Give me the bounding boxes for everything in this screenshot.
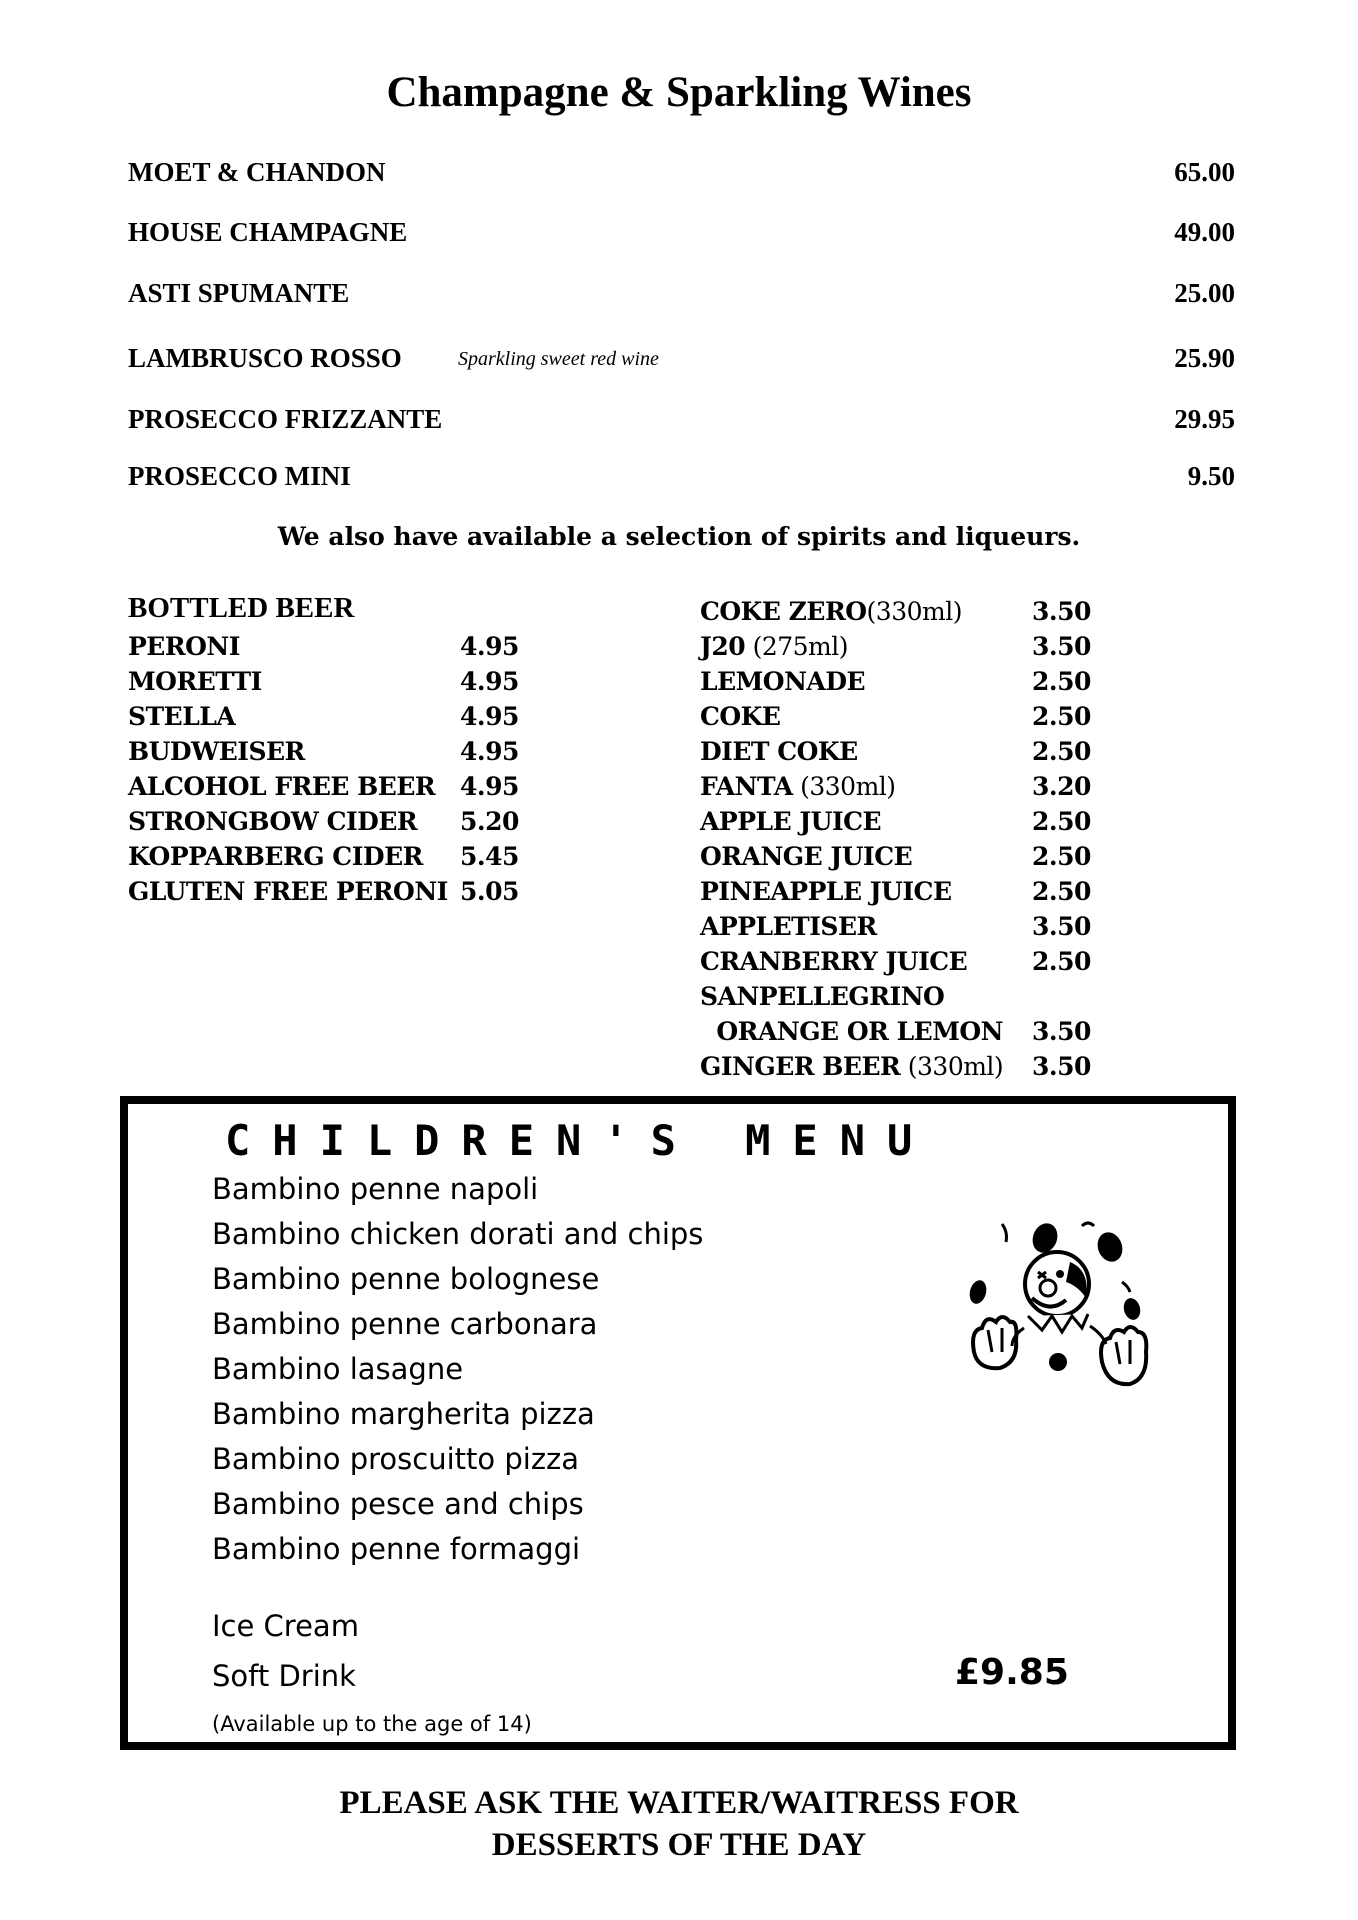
- soft-drink-price: 3.50: [1032, 1017, 1091, 1046]
- soft-drink-name: J20: [700, 632, 746, 661]
- childrens-menu-age-note: (Available up to the age of 14): [212, 1712, 532, 1736]
- beer-name: KOPPARBERG CIDER: [128, 842, 423, 871]
- childrens-menu-item: Bambino chicken dorati and chips: [212, 1217, 704, 1251]
- soft-drink-price: 2.50: [1032, 877, 1091, 906]
- soft-drink-name: DIET COKE: [700, 737, 858, 766]
- beer-price: 5.45: [460, 842, 519, 871]
- childrens-menu-item: Bambino margherita pizza: [212, 1397, 595, 1431]
- soft-drink-price: 2.50: [1032, 842, 1091, 871]
- wine-row: [128, 217, 1235, 257]
- soft-drink-size: (330ml): [792, 772, 896, 801]
- soft-drink-name: PINEAPPLE JUICE: [700, 877, 952, 906]
- beer-price: 5.05: [460, 877, 519, 906]
- beer-price: 4.95: [460, 632, 519, 661]
- wine-name: ASTI SPUMANTE: [128, 278, 350, 308]
- soft-drink-price: 2.50: [1032, 702, 1091, 731]
- childrens-menu-extra: Ice Cream: [212, 1609, 359, 1643]
- wine-price: 25.00: [1174, 278, 1235, 308]
- soft-drink-name: LEMONADE: [700, 667, 866, 696]
- wine-name: HOUSE CHAMPAGNE: [128, 217, 408, 247]
- wine-price: 25.90: [1174, 343, 1235, 373]
- wine-price: 9.50: [1187, 461, 1235, 491]
- beer-name: STELLA: [128, 702, 236, 731]
- childrens-menu-item: Bambino lasagne: [212, 1352, 464, 1386]
- soft-drink-name: ORANGE JUICE: [700, 842, 913, 871]
- beer-price: 4.95: [460, 737, 519, 766]
- juggling-clown-icon: [962, 1212, 1156, 1422]
- soft-drink-size: (275ml): [745, 632, 848, 661]
- childrens-menu-title: CHILDREN'S MENU: [225, 1116, 935, 1165]
- wine-row: [128, 404, 1235, 444]
- childrens-menu-item: Bambino penne formaggi: [212, 1532, 581, 1566]
- soft-drink-price: 3.50: [1032, 632, 1091, 661]
- beer-name: GLUTEN FREE PERONI: [128, 877, 448, 906]
- beer-price: 4.95: [460, 772, 519, 801]
- wine-description: Sparkling sweet red wine: [458, 348, 659, 370]
- beer-name: BUDWEISER: [128, 737, 305, 766]
- footer-line: PLEASE ASK THE WAITER/WAITRESS FOR: [339, 1785, 1019, 1821]
- soft-drink-name: APPLE JUICE: [700, 807, 882, 836]
- footer-line: DESSERTS OF THE DAY: [491, 1827, 867, 1863]
- childrens-menu-item: Bambino penne napoli: [212, 1172, 539, 1206]
- wine-name: LAMBRUSCO ROSSO: [128, 343, 402, 373]
- childrens-menu-item: Bambino pesce and chips: [212, 1487, 584, 1521]
- wine-price: 65.00: [1174, 157, 1235, 187]
- wine-name: MOET & CHANDON: [128, 157, 386, 187]
- soft-drink-price: 3.20: [1032, 772, 1091, 801]
- beer-price: 4.95: [460, 667, 519, 696]
- soft-drink-name: CRANBERRY JUICE: [700, 947, 968, 976]
- soft-drink-name: SANPELLEGRINO: [700, 982, 945, 1011]
- childrens-menu-extra: Soft Drink: [212, 1659, 356, 1693]
- wine-price: 49.00: [1174, 217, 1235, 247]
- childrens-menu-item: Bambino penne carbonara: [212, 1307, 598, 1341]
- soft-drink-price: 2.50: [1032, 667, 1091, 696]
- beer-name: ALCOHOL FREE BEER: [128, 772, 436, 801]
- wine-price: 29.95: [1174, 404, 1235, 434]
- spirits-note: We also have available a selection of spirits and liqueurs.: [277, 522, 1081, 551]
- soft-drink-name: APPLETISER: [700, 912, 877, 941]
- dessert-footer: [0, 1782, 1358, 1866]
- childrens-menu-item: Bambino proscuitto pizza: [212, 1442, 580, 1476]
- soft-drink-price: 3.50: [1032, 1052, 1091, 1081]
- soft-drink-name: ORANGE OR LEMON: [700, 1017, 1004, 1046]
- wine-row: [128, 278, 1235, 318]
- beer-name: PERONI: [128, 632, 240, 661]
- soft-drink-name: COKE: [700, 702, 781, 731]
- page-title: Champagne & Sparkling Wines: [386, 69, 972, 116]
- soft-drink-price: 2.50: [1032, 737, 1091, 766]
- soft-drink-name: COKE ZERO: [700, 597, 867, 626]
- soft-drink-name: GINGER BEER: [700, 1052, 901, 1081]
- childrens-menu-price: £9.85: [955, 1652, 1069, 1693]
- wine-name: PROSECCO MINI: [128, 461, 351, 491]
- beer-heading: BOTTLED BEER: [128, 592, 355, 624]
- wine-row: [128, 461, 1235, 501]
- beer-price: 4.95: [460, 702, 519, 731]
- beer-price: 5.20: [460, 807, 519, 836]
- soft-drink-size: (330ml): [900, 1052, 1004, 1081]
- soft-drink-price: 3.50: [1032, 912, 1091, 941]
- soft-drink-price: 2.50: [1032, 807, 1091, 836]
- wine-name: PROSECCO FRIZZANTE: [128, 404, 443, 434]
- soft-drink-name: FANTA: [700, 772, 793, 801]
- soft-drink-size: (330ml): [866, 597, 962, 626]
- soft-drink-price: 3.50: [1032, 597, 1091, 626]
- beer-name: STRONGBOW CIDER: [128, 807, 418, 836]
- beer-name: MORETTI: [128, 667, 262, 696]
- wine-row: [128, 343, 1235, 383]
- wine-row: [128, 157, 1235, 197]
- childrens-menu-item: Bambino penne bolognese: [212, 1262, 600, 1296]
- soft-drink-price: 2.50: [1032, 947, 1091, 976]
